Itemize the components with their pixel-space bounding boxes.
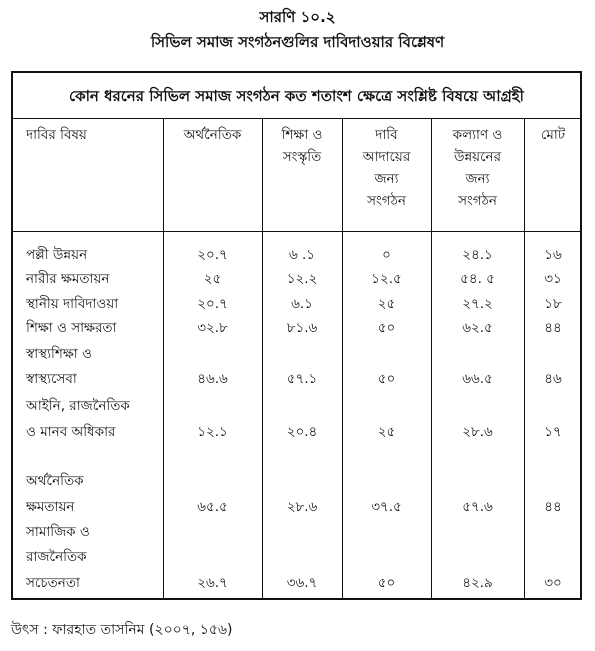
row-value: ২৮.৬ — [462, 424, 493, 440]
row-value: ২৮.৬ — [286, 499, 318, 515]
row-label: স্বাস্থ্যশিক্ষা ও — [26, 346, 92, 362]
row-value: ৩২.৮ — [197, 320, 228, 336]
column-divider — [163, 118, 164, 600]
row-value: ৪৬ — [544, 371, 562, 387]
table-title: সিভিল সমাজ সংগঠনগুলির দাবিদাওয়ার বিশ্লেষণ — [150, 33, 445, 51]
row-value: ৫০ — [377, 371, 396, 387]
row-value: ১২.৫ — [371, 271, 402, 287]
row-value: ৪৬.৬ — [197, 371, 228, 387]
row-value: ১২.১ — [197, 424, 228, 440]
header-economic: অর্থনৈতিক — [183, 127, 242, 143]
header-claim-org: দাবি আদায়ের জন্য সংগঠন — [362, 127, 411, 209]
row-label: পল্লী উন্নয়ন — [26, 247, 88, 263]
row-value: ২০.৭ — [197, 247, 228, 263]
row-value: ৬৫.৫ — [197, 499, 228, 515]
row-value: ৮১.৬ — [286, 320, 318, 336]
row-value: ৫৪. ৫ — [460, 271, 495, 287]
row-value: ১৬ — [544, 247, 562, 263]
header-total: মোট — [540, 127, 566, 143]
row-value: ১৮ — [544, 296, 562, 312]
row-value: ৬২.৫ — [462, 320, 493, 336]
header-issue: দাবির বিষয় — [26, 127, 87, 143]
row-label: রাজনৈতিক — [26, 549, 87, 565]
row-value: ২৪.১ — [462, 247, 493, 263]
row-label: নারীর ক্ষমতায়ন — [26, 271, 110, 287]
header-divider — [11, 118, 582, 119]
row-label: শিক্ষা ও সাক্ষরতা — [26, 320, 117, 336]
row-label: স্থানীয় দাবিদাওয়া — [26, 296, 119, 312]
row-value: ৬ .১ — [288, 247, 316, 263]
source-note: উৎস : ফারহাত তাসনিম (২০০৭, ১৫৬) — [11, 622, 233, 638]
row-value: ৫৭.১ — [286, 371, 318, 387]
row-value: ৬৬.৫ — [462, 371, 493, 387]
column-divider — [262, 118, 263, 600]
row-label: স্বাস্থ্যসেবা — [26, 371, 77, 387]
row-value: ১৭ — [544, 424, 562, 440]
row-value: ২০.৪ — [286, 424, 318, 440]
row-value: ২৫ — [377, 424, 396, 440]
row-value: ৩৬.৭ — [286, 575, 318, 591]
table-banner: কোন ধরনের সিভিল সমাজ সংগঠন কত শতাংশ ক্ষেত্রে সংশ্লিষ্ট বিষয়ে আগ্রহী — [69, 87, 524, 105]
row-value: ৪২.৯ — [462, 575, 493, 591]
row-label: সচেতনতা — [26, 575, 80, 591]
row-label: অর্থনৈতিক — [26, 473, 84, 489]
row-value: ২৬.৭ — [197, 575, 228, 591]
row-label: ও মানব অধিকার — [26, 424, 116, 440]
row-value: ৫০ — [377, 575, 396, 591]
row-label: আইনি, রাজনৈতিক — [26, 398, 130, 414]
row-value: ২০.৭ — [197, 296, 228, 312]
row-value: ৩৭.৫ — [371, 499, 402, 515]
table-number: সারণি ১০.২ — [259, 8, 336, 26]
row-value: ৩১ — [544, 271, 562, 287]
row-value: ২৫ — [377, 296, 396, 312]
body-divider — [11, 231, 582, 232]
row-value: ৪৪ — [544, 320, 562, 336]
row-value: ৫৭.৬ — [462, 499, 493, 515]
row-value: ৪৪ — [544, 499, 562, 515]
row-value: ৫০ — [377, 320, 396, 336]
row-value: ৩০ — [544, 575, 562, 591]
row-label: ক্ষমতায়ন — [26, 499, 75, 515]
row-value: ১২.২ — [286, 271, 318, 287]
header-welfare-org: কল্যাণ ও উন্নয়নের জন্য সংগঠন — [452, 127, 503, 209]
row-label: সামাজিক ও — [26, 524, 90, 540]
header-education: শিক্ষা ও সংস্কৃতি — [281, 127, 323, 165]
row-value: ২৭.২ — [462, 296, 493, 312]
row-value: ২৫ — [203, 271, 222, 287]
column-divider — [524, 118, 525, 600]
row-value: ৬.১ — [291, 296, 313, 312]
row-value: ০ — [382, 247, 391, 263]
